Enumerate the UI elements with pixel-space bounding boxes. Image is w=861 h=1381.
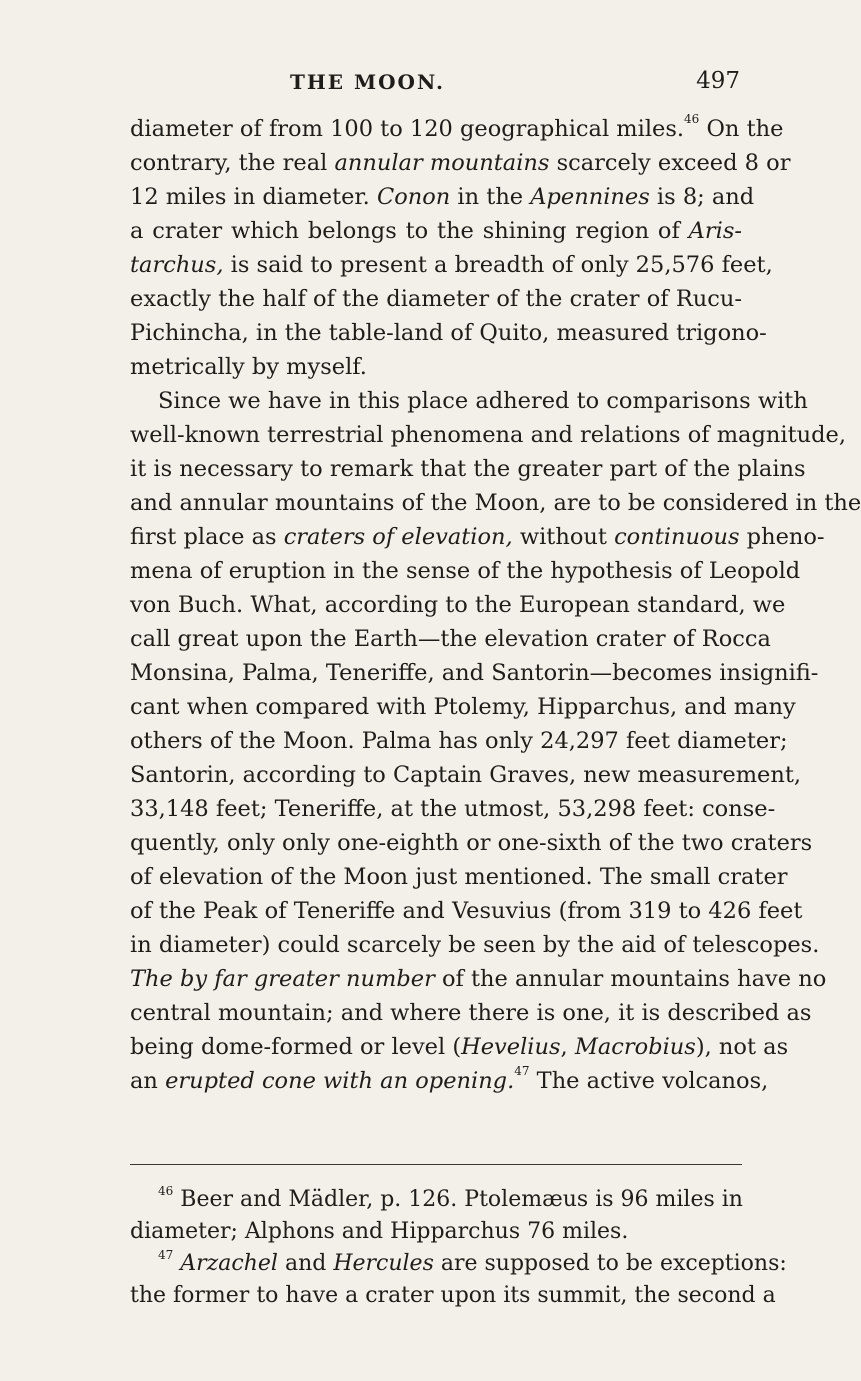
text-line: first place as craters of elevation, without continuous pheno- (130, 524, 825, 550)
text-line: Pichincha, in the table-land of Quito, measured trigono- (130, 320, 767, 346)
text-line: diameter of from 100 to 120 geographical miles.$^{46}$ On the (130, 112, 784, 142)
text-line: 33,148 feet; Teneriffe, at the utmost, 53,298 feet: conse- (130, 796, 776, 822)
page-number: 497 (696, 68, 740, 94)
text-line: others of the Moon. Palma has only 24,297 feet diameter; (130, 728, 788, 754)
footnotes (130, 1184, 787, 1312)
footnote-46: $^{46}$ Beer and Mädler, p. 126. Ptolemæus is 96 miles in (158, 1184, 743, 1212)
footnote-line: the former to have a crater upon its summit, the second a (130, 1283, 776, 1308)
text-line: call great upon the Earth—the elevation crater of Rocca (130, 626, 771, 652)
text-line: well-known terrestrial phenomena and relations of magnitude, (130, 422, 846, 448)
text-line: von Buch. What, according to the European standard, we (130, 592, 786, 618)
text-line: Santorin, according to Captain Graves, new measurement, (130, 762, 802, 788)
text-line: quently, only only one-eighth or one-sixth of the two craters (130, 830, 813, 856)
footnote-line: diameter; Alphons and Hipparchus 76 miles. (130, 1219, 629, 1244)
footnote-divider (130, 1164, 742, 1165)
footnote-ref-46[interactable]: 46 (684, 112, 700, 126)
text-line: exactly the half of the diameter of the crater of Rucu- (130, 286, 742, 312)
text-line: 12 miles in diameter. Conon in the Apennines is 8; and (130, 184, 755, 210)
text-line: cant when compared with Ptolemy, Hipparchus, and many (130, 694, 796, 720)
text-line: central mountain; and where there is one, it is described as (130, 1000, 812, 1026)
text-line: it is necessary to remark that the greater part of the plains (130, 456, 806, 482)
text-line: an erupted cone with an opening.$^{47}$ The active volcanos, (130, 1064, 769, 1094)
body-text (130, 112, 861, 1098)
footnote-ref-47[interactable]: 47 (514, 1064, 530, 1078)
footnote-number: 46 (158, 1184, 174, 1198)
text-line: of the Peak of Teneriffe and Vesuvius (from 319 to 426 feet (130, 898, 803, 924)
text-line: a crater which belongs to the shining region of Aris- (130, 218, 742, 244)
text-line: mena of eruption in the sense of the hypothesis of Leopold (130, 558, 801, 584)
footnote-number: 47 (158, 1248, 174, 1262)
text-line: The by far greater number of the annular mountains have no (130, 966, 827, 992)
text-line: in diameter) could scarcely be seen by the aid of telescopes. (130, 932, 820, 958)
text-line: of elevation of the Moon just mentioned. The small crater (130, 864, 788, 890)
text-line: being dome-formed or level (Hevelius, Macrobius), not as (130, 1034, 789, 1060)
text-line: tarchus, is said to present a breadth of only 25,576 feet, (130, 252, 773, 278)
running-head (130, 70, 740, 98)
text-line: metrically by myself. (130, 354, 367, 380)
text-line: Monsina, Palma, Teneriffe, and Santorin—becomes insignifi- (130, 660, 819, 686)
paragraph-start: Since we have in this place adhered to comparisons with (158, 388, 808, 414)
running-title: THE MOON. (290, 70, 445, 94)
text-line: contrary, the real annular mountains scarcely exceed 8 or (130, 150, 791, 176)
footnote-47: $^{47}$ Arzachel and Hercules are supposed to be exceptions: (158, 1248, 787, 1276)
text-line: and annular mountains of the Moon, are to be considered in the (130, 490, 861, 516)
